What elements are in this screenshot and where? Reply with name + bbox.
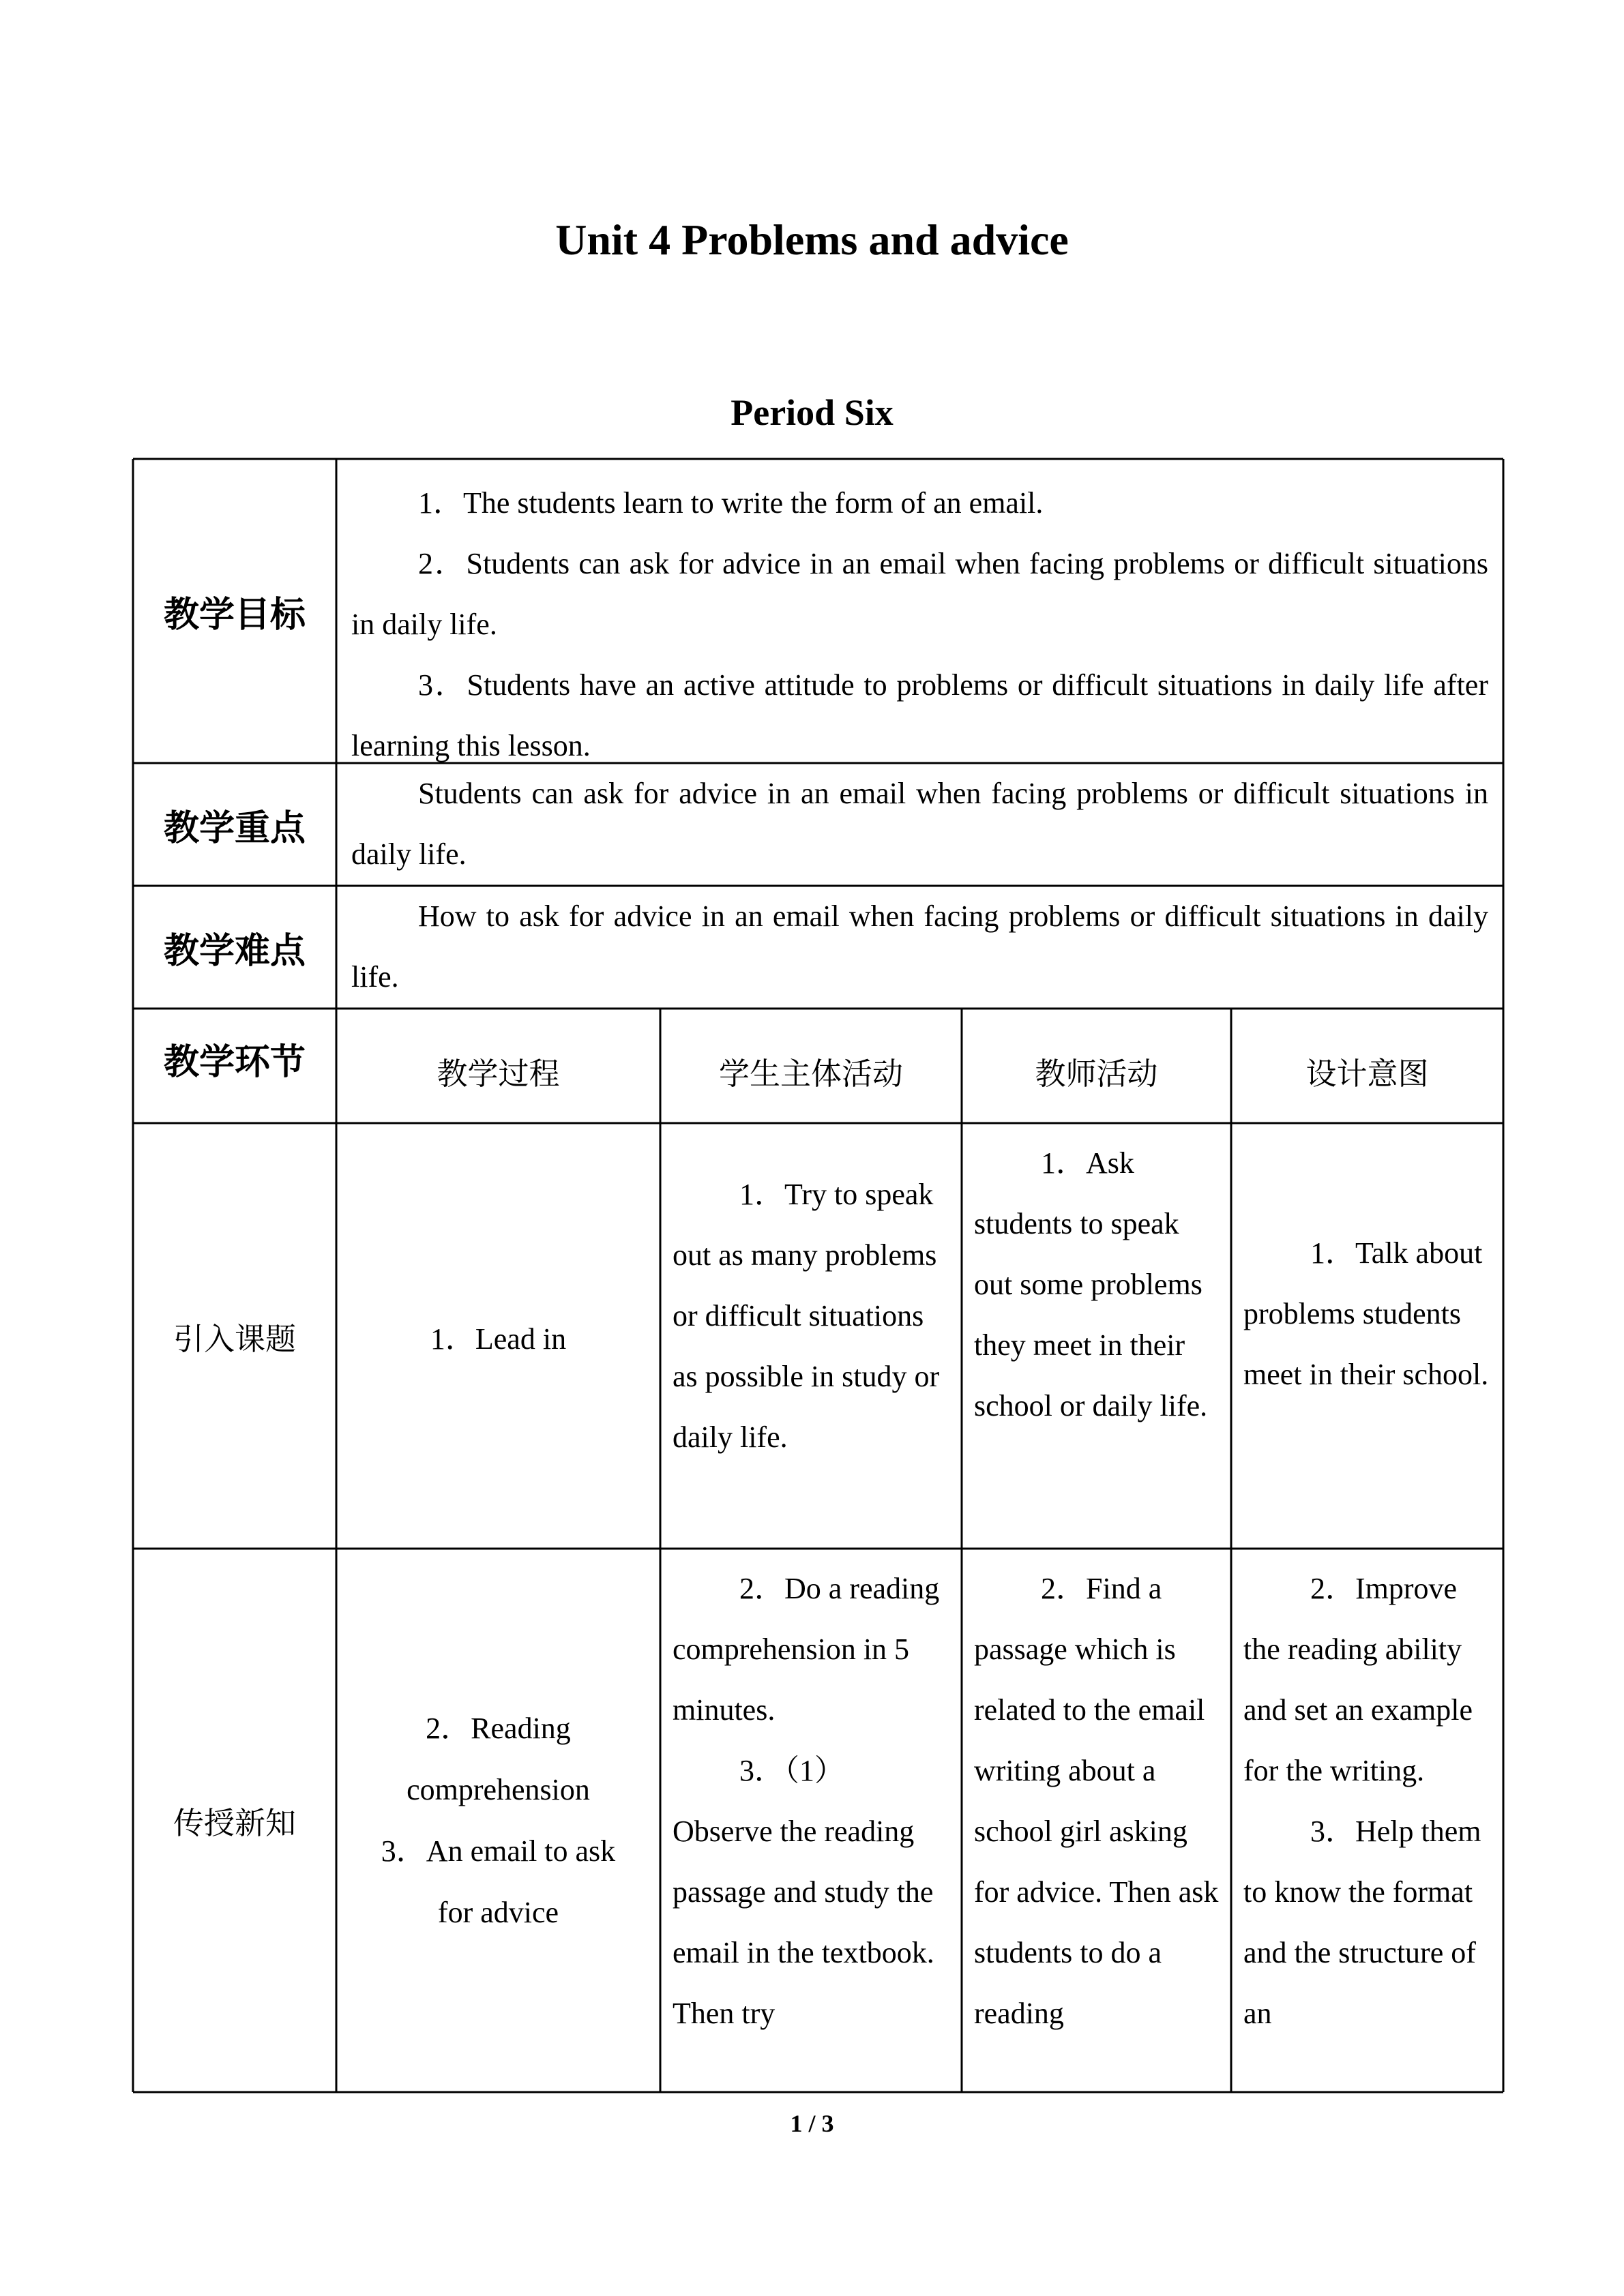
- objectives-label: 教学目标: [163, 594, 306, 636]
- teacher-activity-text: 1．Ask students to speak out some problems they meet in their school or daily life.: [974, 1146, 1208, 1422]
- stage-label: 传授新知: [173, 1805, 296, 1841]
- difficulties-label: 教学难点: [163, 930, 306, 972]
- header-teacher-activity: 教师活动: [1035, 1055, 1158, 1092]
- header-student-activity: 学生主体活动: [718, 1055, 903, 1092]
- design-intent-cell: [1231, 1549, 1503, 2092]
- key-points-text: Students can ask for advice in an email when facing problems or difficult situations in daily life.: [351, 777, 1488, 871]
- student-activity-text: 3．（1） Observe the reading passage and study the email in the textbook. Then try: [673, 1754, 934, 2030]
- header-teaching-process: 教学过程: [437, 1055, 560, 1092]
- objectives-content: [336, 459, 1503, 763]
- page-number: 1 / 3: [790, 2110, 834, 2137]
- teacher-activity-text: 2．Find a passage which is related to the email writing about a school girl asking for advice. Then ask students to do a reading: [974, 1572, 1219, 2030]
- student-activity-text: 1．Try to speak out as many problems or difficult situations as possible in study or daily life.: [673, 1178, 940, 1454]
- objective-item: 3．Students have an active attitude to problems or difficult situations in daily life after learning this lesson.: [351, 668, 1488, 762]
- difficulties-text: How to ask for advice in an email when facing problems or difficult situations in daily life.: [351, 899, 1488, 994]
- period-subtitle: Period Six: [730, 392, 894, 433]
- process-line: comprehension: [407, 1772, 590, 1806]
- student-activity-text: 2．Do a reading comprehension in 5 minutes.: [673, 1572, 940, 1727]
- process-cell: 1．Lead in: [430, 1322, 567, 1356]
- design-intent-text: 1．Talk about problems students meet in their school.: [1243, 1236, 1489, 1391]
- design-intent-text: 3．Help them to know the format and the structure of an: [1243, 1815, 1481, 2030]
- document-title: Unit 4 Problems and advice: [555, 215, 1069, 264]
- teacher-activity-cell: [962, 1549, 1231, 2092]
- process-line: 3．An email to ask: [381, 1834, 616, 1868]
- key-points-label: 教学重点: [163, 807, 306, 849]
- process-line: 2．Reading: [426, 1711, 571, 1745]
- difficulties-content: [336, 886, 1503, 1009]
- objective-item: 2．Students can ask for advice in an email when facing problems or difficult situations in daily life.: [351, 547, 1488, 641]
- design-intent-text: 2．Improve the reading ability and set an example for the writing.: [1243, 1572, 1473, 1787]
- objective-item: 1．The students learn to write the form of an email.: [418, 486, 1044, 520]
- design-intent-cell: [1231, 1123, 1503, 1549]
- process-line: for advice: [437, 1895, 559, 1929]
- teacher-activity-cell: [962, 1123, 1231, 1549]
- student-activity-cell: [660, 1123, 962, 1549]
- key-points-content: [336, 763, 1503, 886]
- stage-label: 引入课题: [173, 1320, 296, 1357]
- process-cell: [336, 1549, 660, 2092]
- student-activity-cell: [660, 1549, 962, 2092]
- header-design-intent: 设计意图: [1305, 1055, 1429, 1092]
- process-section-label: 教学环节: [163, 1042, 306, 1083]
